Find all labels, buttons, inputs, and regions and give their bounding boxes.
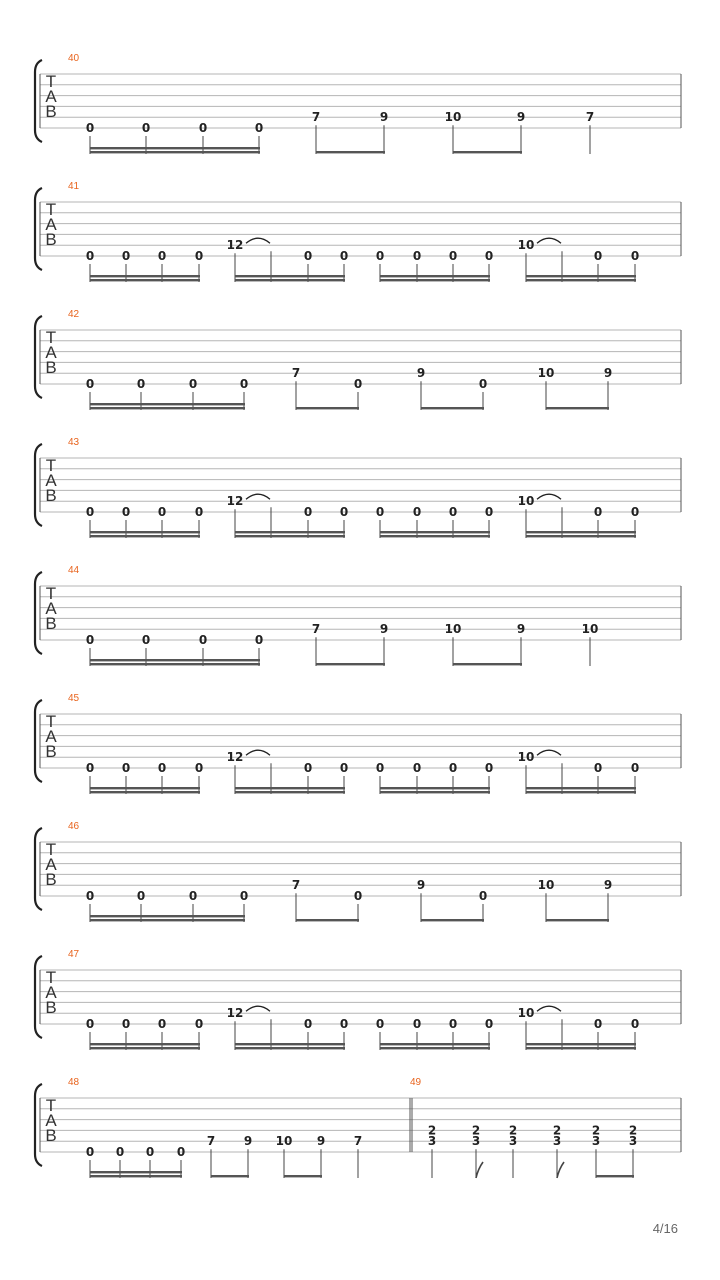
beam (526, 1043, 636, 1045)
tab-clef-letter: A (45, 855, 57, 874)
fret-number: 0 (85, 889, 95, 903)
beam (90, 1043, 200, 1045)
beam (526, 791, 636, 793)
tab-clef-letter: B (45, 102, 57, 121)
fret-number: 10 (444, 110, 462, 125)
measure-number: 44 (68, 565, 80, 576)
fret-number: 3 (508, 1134, 518, 1149)
tab-system (35, 1077, 681, 1178)
note-group (509, 1123, 517, 1178)
beam (296, 919, 359, 921)
fret-number: 0 (198, 121, 208, 135)
fret-number: 0 (121, 505, 131, 519)
beam (380, 1047, 490, 1049)
note-group (86, 121, 263, 154)
fret-number: 0 (630, 761, 640, 775)
tab-clef-letter: A (45, 215, 57, 234)
note-group (86, 1017, 203, 1050)
fret-number: 0 (303, 249, 313, 263)
beam (380, 275, 490, 277)
tab-clef-letter: A (45, 343, 57, 362)
beam (211, 1175, 249, 1177)
tab-clef-letter: A (45, 599, 57, 618)
fret-number: 0 (448, 505, 458, 519)
fret-number: 0 (448, 761, 458, 775)
beam (90, 1047, 200, 1049)
tie-arc (246, 750, 270, 755)
fret-number: 0 (141, 633, 151, 647)
fret-number: 0 (448, 249, 458, 263)
fret-number: 7 (311, 110, 321, 125)
fret-number: 0 (85, 377, 95, 391)
note-group (86, 761, 203, 794)
tab-clef-letter: T (45, 72, 57, 91)
system-bracket (35, 188, 42, 270)
fret-number: 0 (339, 1017, 349, 1031)
beam (90, 407, 245, 409)
fret-number: 0 (136, 377, 146, 391)
fret-number: 0 (375, 249, 385, 263)
note-group (376, 249, 493, 282)
beam (90, 1171, 182, 1173)
fret-number: 0 (254, 121, 264, 135)
fret-number: 7 (353, 1134, 363, 1149)
fret-number: 2 (508, 1123, 518, 1138)
tie-arc (246, 1006, 270, 1011)
system-bracket (35, 316, 42, 398)
fret-number: 0 (593, 249, 603, 263)
page-number: 4/16 (652, 1221, 678, 1236)
fret-number: 0 (115, 1145, 125, 1159)
beam (380, 279, 490, 281)
beam (90, 663, 260, 665)
beam (235, 787, 345, 789)
tab-clef-letter: T (45, 968, 57, 987)
fret-number: 0 (188, 377, 198, 391)
beam (235, 531, 345, 533)
tab-clef-letter: T (45, 712, 57, 731)
tie-arc (537, 1006, 561, 1011)
system-bracket (35, 444, 42, 526)
fret-number: 0 (254, 633, 264, 647)
tab-clef-letter: A (45, 1111, 57, 1130)
tab-system (35, 821, 681, 922)
note-group (86, 633, 263, 666)
fret-number: 10 (537, 878, 555, 893)
note-group (86, 1145, 185, 1178)
tab-clef-letter: A (45, 471, 57, 490)
fret-number: 0 (239, 377, 249, 391)
beam (90, 151, 260, 153)
fret-number: 9 (416, 878, 426, 893)
tab-system (35, 949, 681, 1050)
beam (235, 535, 345, 537)
note-group (376, 761, 493, 794)
fret-number: 0 (121, 249, 131, 263)
fret-number: 0 (239, 889, 249, 903)
beam (526, 1047, 636, 1049)
measure-number: 46 (68, 821, 80, 832)
beam (380, 535, 490, 537)
system-bracket (35, 60, 42, 142)
beam (380, 787, 490, 789)
fret-number: 2 (628, 1123, 638, 1138)
beam (421, 919, 484, 921)
system-bracket (35, 956, 42, 1038)
beam (380, 791, 490, 793)
fret-number: 0 (353, 889, 363, 903)
fret-number: 3 (591, 1134, 601, 1149)
beam (90, 535, 200, 537)
note-group (472, 1123, 483, 1178)
measure-number: 43 (68, 437, 80, 448)
fret-number: 0 (484, 761, 494, 775)
fret-number: 0 (630, 505, 640, 519)
fret-number: 12 (226, 494, 244, 509)
fret-number: 12 (226, 1006, 244, 1021)
tie-arc (537, 750, 561, 755)
tab-clef-letter: B (45, 742, 57, 761)
system-bracket (35, 572, 42, 654)
fret-number: 10 (517, 238, 535, 253)
fret-number: 0 (593, 505, 603, 519)
fret-number: 0 (176, 1145, 186, 1159)
tie-arc (246, 238, 270, 243)
fret-number: 0 (141, 121, 151, 135)
fret-number: 7 (291, 878, 301, 893)
fret-number: 0 (85, 505, 95, 519)
fret-number: 0 (412, 1017, 422, 1031)
fret-number: 0 (303, 1017, 313, 1031)
fret-number: 10 (517, 1006, 535, 1021)
beam (90, 147, 260, 149)
fret-number: 9 (603, 366, 613, 381)
fret-number: 0 (630, 1017, 640, 1031)
fret-number: 0 (157, 1017, 167, 1031)
fret-number: 3 (427, 1134, 437, 1149)
beam (90, 1175, 182, 1177)
fret-number: 0 (194, 249, 204, 263)
beam (235, 791, 345, 793)
note-group (354, 1134, 362, 1178)
note-group (586, 110, 594, 154)
tab-clef-letter: T (45, 200, 57, 219)
beam (546, 407, 609, 409)
note-group (86, 505, 203, 538)
fret-number: 0 (478, 889, 488, 903)
fret-number: 7 (291, 366, 301, 381)
fret-number: 0 (136, 889, 146, 903)
beam (526, 279, 636, 281)
beam (90, 659, 260, 661)
fret-number: 0 (85, 249, 95, 263)
tab-system (35, 693, 681, 794)
measure-number: 41 (68, 181, 80, 192)
fret-number: 0 (145, 1145, 155, 1159)
note-group (592, 1123, 637, 1178)
beam (546, 919, 609, 921)
beam (284, 1175, 322, 1177)
fret-number: 0 (484, 505, 494, 519)
fret-number: 0 (198, 633, 208, 647)
fret-number: 7 (206, 1134, 216, 1149)
beam (316, 151, 385, 153)
fret-number: 0 (375, 505, 385, 519)
tab-clef-letter: B (45, 998, 57, 1017)
note-group (582, 622, 599, 666)
fret-number: 10 (275, 1134, 293, 1149)
fret-number: 0 (484, 1017, 494, 1031)
fret-number: 0 (375, 1017, 385, 1031)
fret-number: 9 (379, 110, 389, 125)
fret-number: 10 (517, 494, 535, 509)
beam (90, 915, 245, 917)
beam (90, 279, 200, 281)
measure-number: 49 (410, 1077, 422, 1088)
beam (453, 663, 522, 665)
fret-number: 0 (484, 249, 494, 263)
fret-number: 0 (194, 505, 204, 519)
fret-number: 0 (85, 761, 95, 775)
beam (235, 279, 345, 281)
fret-number: 10 (581, 622, 599, 637)
tab-clef-letter: A (45, 983, 57, 1002)
fret-number: 0 (448, 1017, 458, 1031)
note-group (553, 1123, 564, 1178)
note-group (86, 889, 248, 922)
fret-number: 9 (516, 622, 526, 637)
beam (316, 663, 385, 665)
measure-number: 40 (68, 53, 80, 64)
tab-system (35, 309, 681, 410)
fret-number: 0 (157, 761, 167, 775)
beam (235, 1043, 345, 1045)
fret-number: 7 (585, 110, 595, 125)
tab-clef-letter: T (45, 1096, 57, 1115)
fret-number: 3 (552, 1134, 562, 1149)
fret-number: 0 (188, 889, 198, 903)
tab-clef-letter: B (45, 358, 57, 377)
fret-number: 3 (471, 1134, 481, 1149)
system-bracket (35, 828, 42, 910)
beam (596, 1175, 634, 1177)
fret-number: 3 (628, 1134, 638, 1149)
tie-arc (537, 238, 561, 243)
beam (296, 407, 359, 409)
system-bracket (35, 700, 42, 782)
tab-clef-letter: B (45, 870, 57, 889)
beam (90, 787, 200, 789)
tab-clef-letter: B (45, 486, 57, 505)
beam (380, 531, 490, 533)
beam (421, 407, 484, 409)
fret-number: 10 (517, 750, 535, 765)
fret-number: 0 (353, 377, 363, 391)
fret-number: 7 (311, 622, 321, 637)
fret-number: 0 (412, 505, 422, 519)
fret-number: 0 (339, 505, 349, 519)
fret-number: 0 (593, 1017, 603, 1031)
note-group (428, 1123, 436, 1178)
note-group (86, 377, 248, 410)
note-flag (557, 1162, 564, 1178)
fret-number: 0 (478, 377, 488, 391)
fret-number: 9 (316, 1134, 326, 1149)
beam (235, 1047, 345, 1049)
measure-number: 48 (68, 1077, 80, 1088)
beam (235, 275, 345, 277)
fret-number: 9 (416, 366, 426, 381)
fret-number: 2 (427, 1123, 437, 1138)
tab-clef-letter: A (45, 87, 57, 106)
beam (526, 531, 636, 533)
fret-number: 0 (375, 761, 385, 775)
tab-system (35, 437, 681, 538)
fret-number: 9 (379, 622, 389, 637)
fret-number: 0 (194, 761, 204, 775)
measure-number: 42 (68, 309, 80, 320)
beam (90, 275, 200, 277)
tab-system (35, 181, 681, 282)
beam (526, 275, 636, 277)
fret-number: 0 (339, 761, 349, 775)
fret-number: 2 (552, 1123, 562, 1138)
tab-clef-letter: B (45, 230, 57, 249)
fret-number: 0 (593, 761, 603, 775)
note-flag (476, 1162, 483, 1178)
tab-system (35, 565, 681, 666)
fret-number: 2 (591, 1123, 601, 1138)
fret-number: 10 (537, 366, 555, 381)
fret-number: 12 (226, 750, 244, 765)
measure-number: 45 (68, 693, 80, 704)
fret-number: 0 (412, 249, 422, 263)
fret-number: 9 (243, 1134, 253, 1149)
beam (453, 151, 522, 153)
fret-number: 9 (603, 878, 613, 893)
tab-clef-letter: T (45, 328, 57, 347)
tab-system (35, 53, 681, 154)
note-group (86, 249, 203, 282)
tab-clef-letter: B (45, 614, 57, 633)
fret-number: 9 (516, 110, 526, 125)
fret-number: 10 (444, 622, 462, 637)
note-group (376, 1017, 493, 1050)
fret-number: 0 (194, 1017, 204, 1031)
beam (90, 919, 245, 921)
tab-clef-letter: T (45, 584, 57, 603)
fret-number: 0 (157, 249, 167, 263)
fret-number: 12 (226, 238, 244, 253)
fret-number: 2 (471, 1123, 481, 1138)
tab-clef-letter: A (45, 727, 57, 746)
tab-clef-letter: B (45, 1126, 57, 1145)
fret-number: 0 (412, 761, 422, 775)
beam (380, 1043, 490, 1045)
note-group (376, 505, 493, 538)
tie-arc (537, 494, 561, 499)
fret-number: 0 (630, 249, 640, 263)
fret-number: 0 (85, 1145, 95, 1159)
beam (526, 787, 636, 789)
beam (526, 535, 636, 537)
tab-clef-letter: T (45, 840, 57, 859)
fret-number: 0 (85, 121, 95, 135)
fret-number: 0 (85, 1017, 95, 1031)
fret-number: 0 (121, 761, 131, 775)
fret-number: 0 (339, 249, 349, 263)
beam (90, 791, 200, 793)
tab-clef-letter: T (45, 456, 57, 475)
fret-number: 0 (303, 505, 313, 519)
beam (90, 403, 245, 405)
system-bracket (35, 1084, 42, 1166)
tie-arc (246, 494, 270, 499)
fret-number: 0 (157, 505, 167, 519)
fret-number: 0 (303, 761, 313, 775)
beam (90, 531, 200, 533)
measure-number: 47 (68, 949, 80, 960)
fret-number: 0 (85, 633, 95, 647)
fret-number: 0 (121, 1017, 131, 1031)
